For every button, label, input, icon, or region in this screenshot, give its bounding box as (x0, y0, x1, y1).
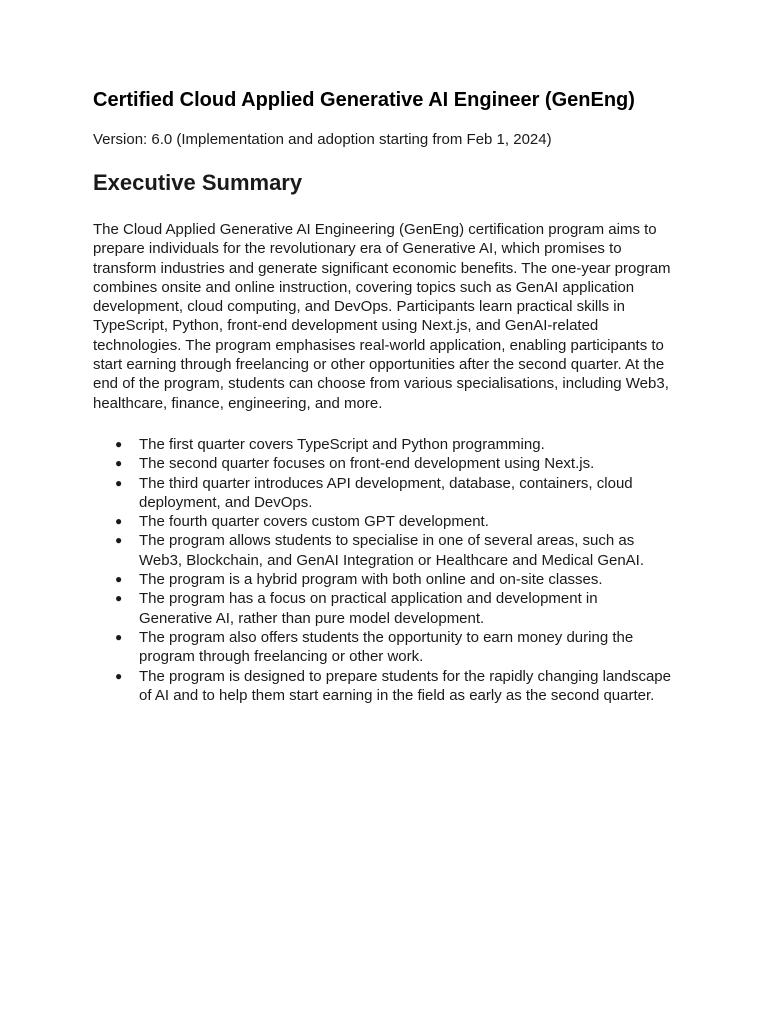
bullet-icon: ● (115, 436, 123, 451)
bullet-list (93, 435, 675, 705)
bullet-icon: ● (115, 572, 123, 587)
bullet-text: The program is designed to prepare students for the rapidly changing landscape of AI and to help them start earning in the field as early as the second quarter. (139, 667, 671, 704)
version-line: Version: 6.0 (Implementation and adoption starting from Feb 1, 2024) (93, 131, 552, 148)
bullet-item (93, 512, 675, 531)
bullet-text: The second quarter focuses on front-end development using Next.js. (139, 455, 595, 473)
bullet-icon: ● (115, 668, 123, 683)
bullet-item (93, 454, 675, 473)
bullet-icon: ● (115, 591, 123, 606)
bullet-icon: ● (115, 475, 123, 490)
section-heading-executive-summary: Executive Summary (93, 170, 303, 195)
bullet-item (93, 531, 675, 570)
bullet-item (93, 628, 675, 667)
bullet-text: The first quarter covers TypeScript and Python programming. (139, 435, 545, 453)
bullet-text: The program also offers students the opportunity to earn money during the program through freelancing or other work. (139, 628, 634, 666)
bullet-item (93, 667, 675, 706)
bullet-item (93, 435, 675, 454)
bullet-icon: ● (115, 514, 123, 529)
summary-paragraph: The Cloud Applied Generative AI Engineering (GenEng) certification program aims to prepare individuals for the revolutionary era of Generative AI, which promises to transform industries and generate significant economic benefits. The one-year program combines onsite and online instruction, covering topics such as GenAI application development, cloud computing, and DevOps. Participants learn practical skills in TypeScript, Python, front-end development using Next.js, and GenAI-related technologies. The program emphasises real-world application, enabling participants to start earning through freelancing or other opportunities after the second quarter. At the end of the program, students can choose from various specialisations, including Web3, healthcare, finance, engineering, and more. (93, 221, 671, 412)
bullet-text: The third quarter introduces API development, database, containers, cloud deployment, and DevOps. (139, 474, 633, 511)
bullet-icon: ● (115, 456, 123, 471)
bullet-text: The program allows students to specialise in one of several areas, such as Web3, Blockchain, and GenAI Integration or Healthcare and Medical GenAI. (139, 532, 645, 569)
bullet-icon: ● (115, 533, 123, 548)
bullet-text: The program has a focus on practical application and development in Generative AI, rather than pure model development. (139, 590, 598, 627)
bullet-item (93, 474, 675, 513)
bullet-text: The fourth quarter covers custom GPT development. (139, 513, 489, 531)
document-title: Certified Cloud Applied Generative AI Engineer (GenEng) (93, 89, 635, 111)
bullet-item (93, 589, 675, 628)
bullet-text: The program is a hybrid program with both online and on-site classes. (139, 571, 603, 589)
bullet-item (93, 570, 675, 589)
bullet-icon: ● (115, 629, 123, 644)
